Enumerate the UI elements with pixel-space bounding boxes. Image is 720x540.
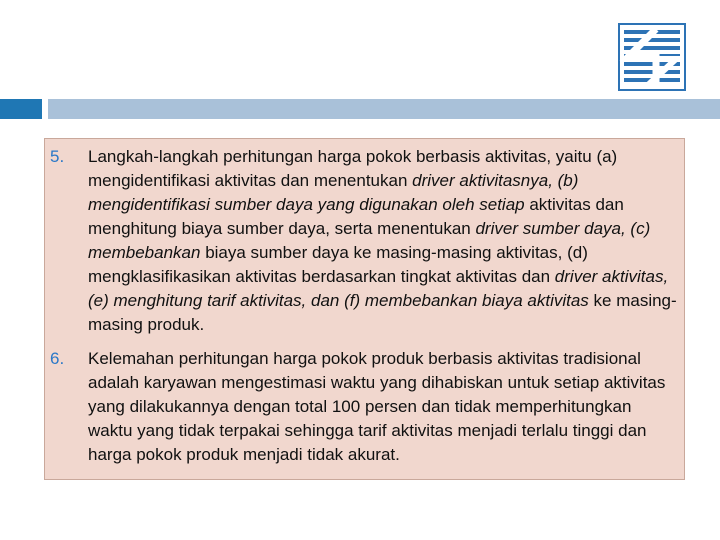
text-run-italic: driver sumber daya, (c) membebankan [88,219,651,262]
numbered-list [50,145,680,477]
item-text [88,347,680,467]
accent-bar-right [48,99,720,119]
list-item [50,145,680,337]
item-text [88,145,680,337]
text-run: Kelemahan perhitungan harga pokok produk berbasis aktivitas tradisional adalah karyawan mengestimasi waktu yang dihabiskan untuk setiap aktivitas yang dilakukannya dengan total 100 persen dan tidak memperhitungkan waktu yang tidak terpakai sehingga tarif aktivitas menjadi terlalu tinggi dan harga pokok produk menjadi tidak akurat. [88,349,666,464]
text-run-italic: driver aktivitas, (e) menghitung tarif aktivitas, dan (f) membebankan biaya aktivitas [88,267,669,310]
4z-logo-icon [618,23,686,91]
text-run: ke masing-masing produk. [88,291,677,334]
list-item [50,347,680,467]
text-run: Langkah-langkah perhitungan harga pokok berbasis aktivitas, yaitu (a) mengidentifikasi aktivitas dan menentukan [88,147,618,190]
text-run-italic: driver aktivitasnya, (b) mengidentifikasi sumber daya yang digunakan oleh setiap [88,171,579,214]
accent-bar-left [0,99,42,119]
text-run: aktivitas dan menghitung biaya sumber daya, serta menentukan [88,195,624,238]
item-number: 6. [50,349,65,368]
text-run: biaya sumber daya ke masing-masing aktivitas, (d) mengklasifikasikan aktivitas berdasarkan tingkat aktivitas dan [88,243,588,286]
item-number: 5. [50,147,65,166]
